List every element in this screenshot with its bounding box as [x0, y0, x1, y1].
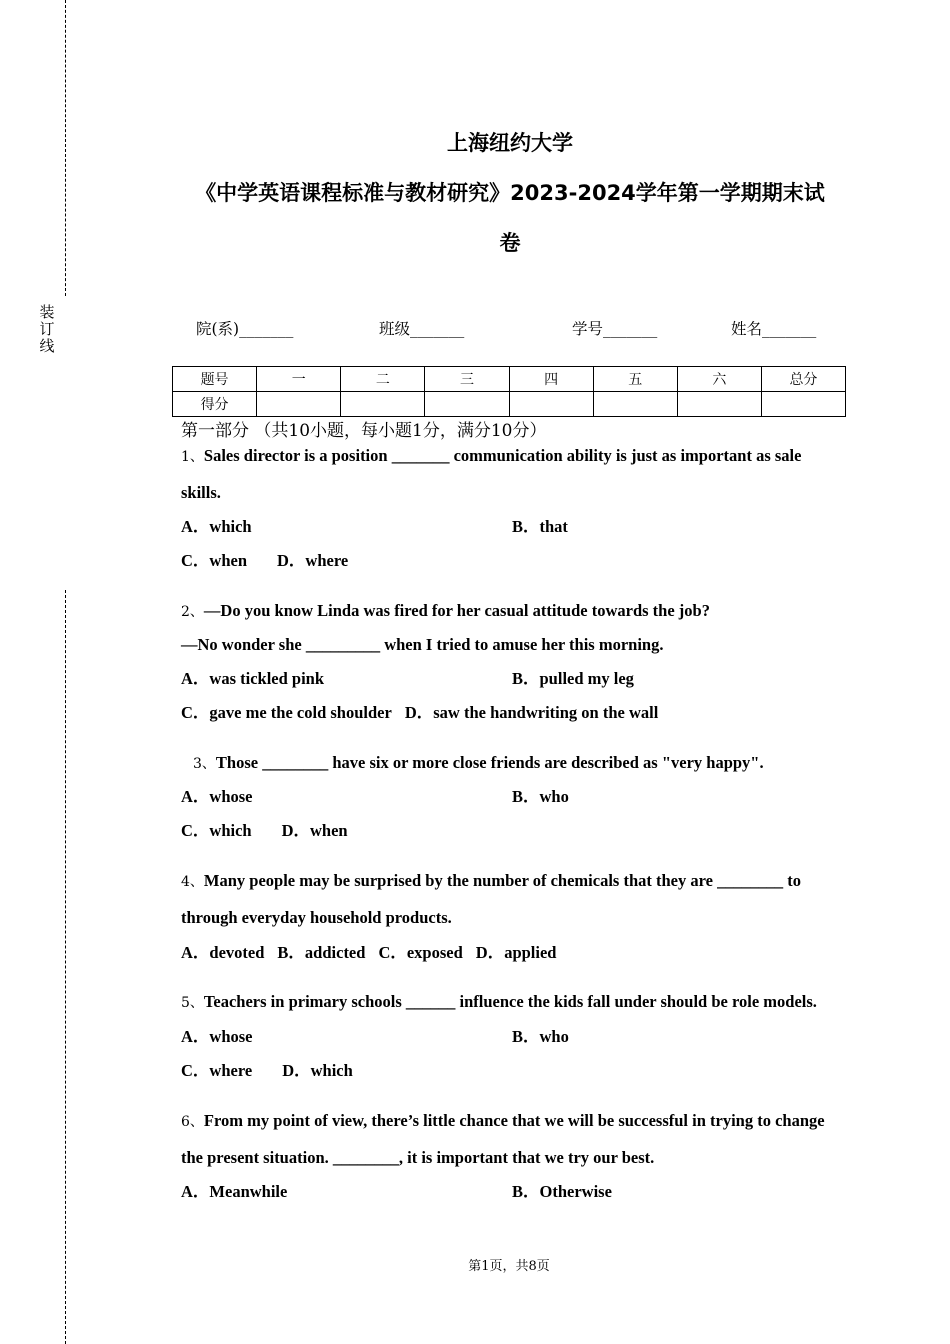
question-1-option-a: A．which: [181, 517, 252, 536]
department-field: 院(系)_______: [196, 320, 294, 338]
question-4-option-c: C．exposed: [378, 943, 463, 962]
question-2-option-a: A．was tickled pink: [181, 669, 325, 688]
student-id-field: 学号_______: [572, 320, 658, 338]
question-number: 2、: [181, 604, 204, 620]
question-1-options-cd: [181, 550, 348, 572]
binding-margin-label: 装订线: [39, 303, 55, 355]
question-3-option-a: A．whose: [181, 787, 253, 806]
exam-title-end: 卷: [499, 231, 521, 255]
question-2-option-c: C．gave me the cold shoulder: [181, 703, 392, 722]
question-4-options: [181, 942, 556, 964]
question-text: —Do you know Linda was fired for her casual attitude towards the job?: [203, 601, 710, 620]
question-3-option-b: B．who: [512, 787, 569, 806]
score-cell: [761, 392, 845, 417]
score-cell: [257, 392, 341, 417]
question-1-option-d: D．where: [277, 551, 349, 570]
question-1-option-c: C．when: [181, 551, 248, 570]
question-4-option-d: D．applied: [475, 943, 557, 962]
question-6-option-b: B．Otherwise: [512, 1182, 612, 1201]
question-2-options-cd: [181, 702, 658, 724]
score-cell: [593, 392, 677, 417]
class-field: 班级_______: [379, 320, 465, 338]
page-footer: 第1页，共8页: [468, 1259, 550, 1274]
score-table-header-cell: 六: [677, 367, 761, 392]
question-3-option-c: C．which: [181, 821, 252, 840]
binding-line-top: [65, 0, 66, 296]
score-table-score-row: [173, 392, 846, 417]
question-5-stem: [181, 991, 817, 1014]
question-text: Teachers in primary schools ______ influence the kids fall under should be role models.: [203, 992, 817, 1011]
question-3-stem: [193, 752, 764, 775]
score-table-header-row: [173, 367, 846, 392]
binding-line-bottom: [65, 590, 66, 1344]
score-table-header-cell: 二: [341, 367, 425, 392]
score-table-header-cell: 四: [509, 367, 593, 392]
name-field: 姓名_______: [731, 320, 817, 338]
question-2-stem-cont: —No wonder she _________ when I tried to amuse her this morning.: [181, 635, 664, 654]
question-5-option-a: A．whose: [181, 1027, 253, 1046]
question-6-option-a: A．Meanwhile: [181, 1182, 288, 1201]
question-4-option-a: A．devoted: [181, 943, 265, 962]
question-2-stem: [181, 600, 710, 623]
score-cell: [677, 392, 761, 417]
question-1-stem: [181, 445, 801, 468]
score-table-header-cell: 总分: [761, 367, 845, 392]
question-4-stem-cont: through everyday household products.: [181, 908, 452, 927]
question-2-option-d: D．saw the handwriting on the wall: [404, 703, 659, 722]
exam-title-course: 《中学英语课程标准与教材研究》2023-2024学年第一学期期末试: [195, 181, 825, 205]
question-5-options-cd: [181, 1060, 353, 1082]
question-text: From my point of view, there’s little chance that we will be successful in trying to change: [203, 1111, 825, 1130]
question-number: 5、: [181, 995, 204, 1011]
score-row-label: 得分: [173, 392, 257, 417]
question-text: Many people may be surprised by the number of chemicals that they are ________ to: [203, 871, 801, 890]
question-6-stem: [181, 1110, 825, 1133]
exam-title-school: 上海纽约大学: [447, 131, 573, 155]
question-3-options-cd: [181, 820, 348, 842]
score-cell: [509, 392, 593, 417]
question-2-option-b: B．pulled my leg: [512, 669, 634, 688]
question-number: 6、: [181, 1114, 204, 1130]
question-4-option-b: B．addicted: [277, 943, 366, 962]
question-5-option-b: B．who: [512, 1027, 569, 1046]
score-table-header-cell: 题号: [173, 367, 257, 392]
question-5-option-c: C．where: [181, 1061, 253, 1080]
score-table-header-cell: 五: [593, 367, 677, 392]
score-cell: [341, 392, 425, 417]
section-heading: 第一部分 （共10小题，每小题1分，满分10分）: [181, 421, 547, 441]
question-3-option-d: D．when: [281, 821, 348, 840]
question-number: 4、: [181, 874, 204, 890]
question-4-stem: [181, 870, 801, 893]
question-text: Those ________ have six or more close friends are described as "very happy".: [215, 753, 764, 772]
question-1-option-b: B．that: [512, 517, 568, 536]
question-number: 3、: [193, 756, 216, 772]
score-cell: [425, 392, 509, 417]
score-table-header-cell: 一: [257, 367, 341, 392]
question-5-option-d: D．which: [282, 1061, 353, 1080]
question-number: 1、: [181, 449, 204, 465]
question-1-stem-cont: skills.: [181, 483, 221, 502]
score-table-header-cell: 三: [425, 367, 509, 392]
question-6-stem-cont: the present situation. ________, it is important that we try our best.: [181, 1148, 655, 1167]
score-table: [172, 366, 846, 417]
question-text: Sales director is a position _______ communication ability is just as important as sale: [203, 446, 802, 465]
